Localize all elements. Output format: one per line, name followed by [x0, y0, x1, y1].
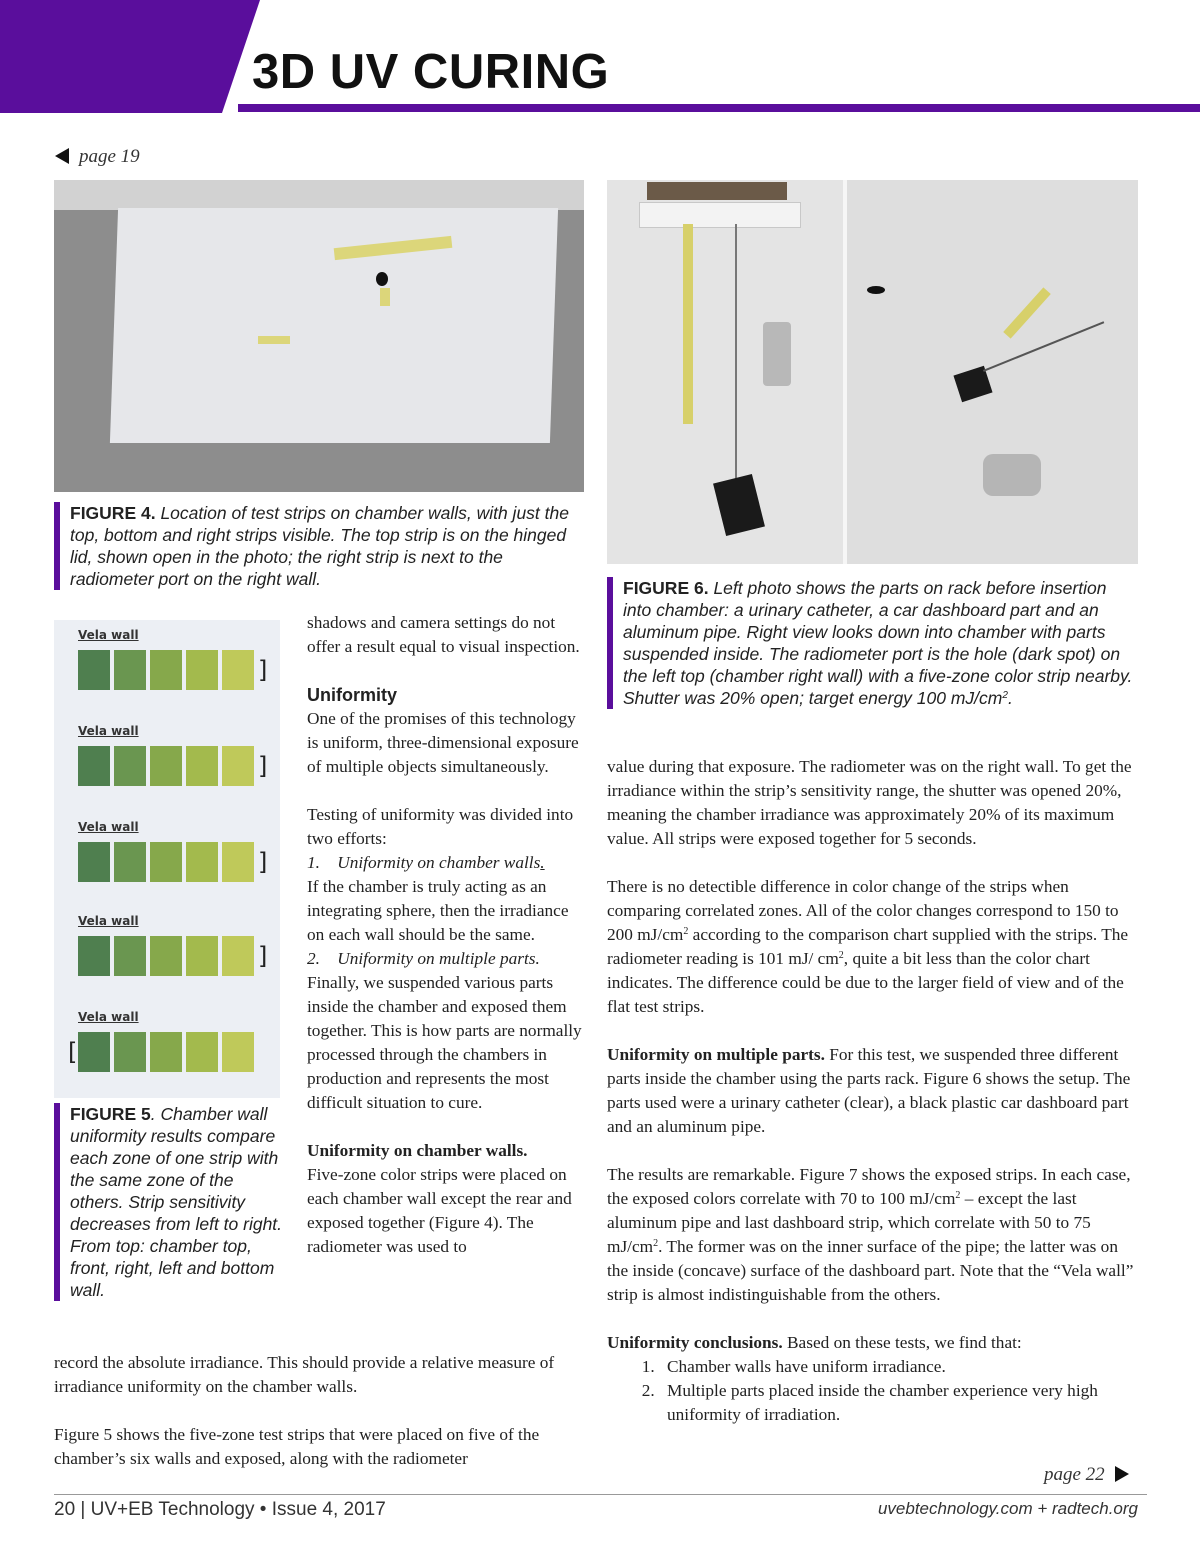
text-run: , quite a bit less than the color chart indicates. The difference could be due to the larger field of view and of the flat test strips. — [607, 949, 1124, 1016]
color-strip — [68, 936, 268, 976]
paragraph: If the chamber is truly acting as an integrating sphere, then the irradiance on each wall should be the same. — [307, 877, 569, 944]
heading-conclusions: Uniformity conclusions. — [607, 1333, 783, 1352]
color-zone — [150, 936, 182, 976]
color-zone — [222, 842, 254, 882]
prev-page-label: page 19 — [79, 146, 140, 167]
color-zone — [186, 1032, 218, 1072]
color-zone — [114, 746, 146, 786]
text-run: For this test, we suspended three different parts inside the chamber using the parts rack. Figure 6 shows the setup. The parts used were a urinary catheter (clear), a black plastic car dashboard part and an aluminum pipe. — [607, 1045, 1131, 1136]
paragraph — [607, 1331, 1139, 1355]
color-strip — [68, 1032, 268, 1072]
catheter-strip — [683, 224, 693, 424]
strip-label: Vela wall — [78, 628, 139, 642]
test-strip-bottom — [258, 336, 290, 344]
suspension-wire — [983, 321, 1104, 372]
heading-uniformity: Uniformity — [307, 685, 397, 705]
figure6-sup: 2 — [1002, 690, 1008, 701]
item-period: . — [540, 853, 545, 872]
chamber-lid — [110, 208, 558, 443]
color-zone — [222, 1032, 254, 1072]
paragraph: Five-zone color strips were placed on each chamber wall except the rear and exposed together (Figure 4). The radiometer was used to — [307, 1165, 572, 1256]
color-zone — [78, 746, 110, 786]
text-run: Based on these tests, we find that: — [782, 1333, 1022, 1352]
left-continuation — [54, 1351, 582, 1471]
item-title: Uniformity on chamber walls — [337, 853, 541, 872]
figure5-caption — [54, 1103, 286, 1301]
heading-multiple-parts: Uniformity on multiple parts. — [607, 1045, 825, 1064]
figure6-left-photo — [607, 180, 843, 564]
text-run: The results are remarkable. Figure 7 shows the exposed strips. In each case, the exposed colors correlate with 70 to 100 mJ/cm — [607, 1165, 1131, 1208]
color-zone — [114, 936, 146, 976]
paragraph: Figure 5 shows the five-zone test strips that were placed on five of the chamber’s six walls and exposed, along with the radiometer — [54, 1425, 540, 1468]
strip-label: Vela wall — [78, 1010, 139, 1024]
text-run: according to the comparison chart supplied with the strips. The radiometer reading is 101 mJ/ cm — [607, 925, 1129, 968]
color-zone — [78, 650, 110, 690]
strip-bracket: ] — [258, 752, 268, 780]
list-item-1 — [307, 851, 582, 875]
color-zone — [150, 842, 182, 882]
figure5-text: . Chamber wall uniformity results compare each zone of one strip with the same zone of the others. Strip sensitivity decreases from left to right. From top: chamber top, front, right, left and bottom wall. — [70, 1104, 283, 1300]
color-zone — [78, 1032, 110, 1072]
strip-label: Vela wall — [78, 724, 139, 738]
color-zone — [150, 1032, 182, 1072]
color-zone — [222, 936, 254, 976]
figure6-right-photo — [847, 180, 1138, 564]
color-zone — [222, 746, 254, 786]
superscript: 2 — [955, 1190, 961, 1201]
color-zone — [114, 842, 146, 882]
text-run: . The former was on the inner surface of the pipe; the latter was on the inside (concave) surface of the dashboard part. Note that the “Vela wall” strip is almost indistinguishable from the others. — [607, 1237, 1134, 1304]
color-zone — [186, 746, 218, 786]
paragraph — [607, 875, 1139, 1019]
next-page-link[interactable] — [1044, 1464, 1129, 1486]
item-number: 2. — [307, 949, 320, 968]
prev-page-link[interactable] — [55, 146, 140, 168]
figure5-label: FIGURE 5 — [70, 1104, 151, 1124]
color-zone — [114, 650, 146, 690]
color-zone — [78, 842, 110, 882]
heading-chamber-walls: Uniformity on chamber walls. — [307, 1141, 528, 1160]
test-strip-right — [380, 288, 390, 306]
figure4-label: FIGURE 4. — [70, 503, 156, 523]
color-strip — [1003, 287, 1051, 338]
conclusions-list — [607, 1355, 1139, 1427]
color-zone — [186, 650, 218, 690]
rack-clamps — [647, 182, 787, 200]
header-rule — [238, 104, 1200, 112]
strip-label: Vela wall — [78, 914, 139, 928]
color-zone — [186, 936, 218, 976]
color-zone — [78, 936, 110, 976]
paragraph: One of the promises of this technology is uniform, three-dimensional exposure of multiple objects simultaneously. — [307, 709, 579, 776]
footer-rule — [54, 1494, 1147, 1495]
next-page-label: page 22 — [1044, 1464, 1105, 1485]
list-item: 1. Chamber walls have uniform irradiance. — [659, 1355, 1139, 1379]
paragraph: Testing of uniformity was divided into two efforts: — [307, 805, 574, 848]
text-run: – except the last aluminum pipe and last dashboard strip, which correlate with 50 to 75 mJ/cm — [607, 1189, 1091, 1256]
chamber-rim — [54, 180, 584, 210]
paragraph — [607, 1043, 1139, 1139]
paragraph: value during that exposure. The radiometer was on the right wall. To get the irradiance within the strip’s sensitivity range, the shutter was opened 20%, meaning the chamber irradiance was approximately 20% of its maximum value. All strips were exposed together for 5 seconds. — [607, 757, 1132, 848]
aluminum-pipe — [763, 322, 791, 386]
item-text: Finally, we suspended various parts inside the chamber and exposed them together. This is how parts are normally processed through the chambers in production and represents the most difficult situation to cure. — [307, 973, 582, 1112]
paragraph: shadows and camera settings do not offer a result equal to visual inspection. — [307, 613, 580, 656]
figure6-text: Left photo shows the parts on rack before insertion into chamber: a urinary catheter, a car dashboard part and an aluminum pipe. Right view looks down into chamber with parts suspended inside. The radiometer port is the hole (dark spot) on the left top (chamber right wall) with a five-zone color strip nearby. Shutter was 20% open; target energy 100 mJ/cm — [623, 578, 1133, 708]
footer-websites[interactable]: uvebtechnology.com + radtech.org — [877, 1499, 1138, 1518]
list-item: 2. Multiple parts placed inside the chamber experience very high uniformity of irradiation. — [659, 1379, 1139, 1427]
radiometer-port-dark-spot — [867, 286, 885, 294]
color-zone — [222, 650, 254, 690]
color-strip — [68, 842, 268, 882]
figure6-photo — [607, 180, 1138, 564]
color-zone — [150, 650, 182, 690]
figure4-text: Location of test strips on chamber walls, with just the top, bottom and right strips visible. The top strip is on the hinged lid, shown open in the photo; the right strip is next to the radiometer port on the right wall. — [70, 503, 569, 589]
strip-label: Vela wall — [78, 820, 139, 834]
text-run: There is no detectible difference in color change of the strips when comparing correlated zones. All of the color changes correspond to 150 to 200 mJ/cm — [607, 877, 1119, 944]
strip-bracket: ] — [258, 942, 268, 970]
superscript: 2 — [653, 1238, 659, 1249]
figure6-text-end: . — [1007, 688, 1013, 708]
aluminum-pipe-suspended — [983, 454, 1041, 496]
color-strip — [68, 650, 268, 690]
strip-bracket: [ — [68, 1038, 78, 1066]
figure5-photo — [54, 620, 280, 1098]
dashboard-part-suspended — [953, 366, 992, 403]
superscript: 2 — [838, 950, 844, 961]
color-zone — [114, 1032, 146, 1072]
superscript: 2 — [683, 926, 689, 937]
hanging-wire — [735, 224, 737, 494]
page-title: 3D UV CURING — [252, 45, 610, 99]
figure4-caption — [54, 502, 584, 590]
radiometer-port — [376, 272, 388, 286]
arrow-right-icon — [1115, 1466, 1129, 1482]
color-zone — [186, 842, 218, 882]
dashboard-part — [713, 474, 765, 536]
figure4-photo — [54, 180, 584, 492]
strip-bracket: ] — [258, 848, 268, 876]
parts-rack — [639, 202, 801, 228]
figure6-label: FIGURE 6. — [623, 578, 709, 598]
paragraph — [607, 1163, 1139, 1307]
color-zone — [150, 746, 182, 786]
right-column — [607, 755, 1139, 1427]
paragraph: record the absolute irradiance. This should provide a relative measure of irradiance uniformity on the chamber walls. — [54, 1353, 555, 1396]
item-title: Uniformity on multiple parts. — [337, 949, 540, 968]
strip-bracket: ] — [258, 656, 268, 684]
middle-column — [307, 611, 582, 1259]
footer-issue: 20 | UV+EB Technology • Issue 4, 2017 — [54, 1499, 386, 1520]
item-number: 1. — [307, 853, 320, 872]
figure6-caption — [607, 577, 1137, 709]
arrow-left-icon — [55, 148, 69, 164]
color-strip — [68, 746, 268, 786]
list-item-2 — [307, 947, 582, 1115]
header-band — [0, 0, 260, 113]
